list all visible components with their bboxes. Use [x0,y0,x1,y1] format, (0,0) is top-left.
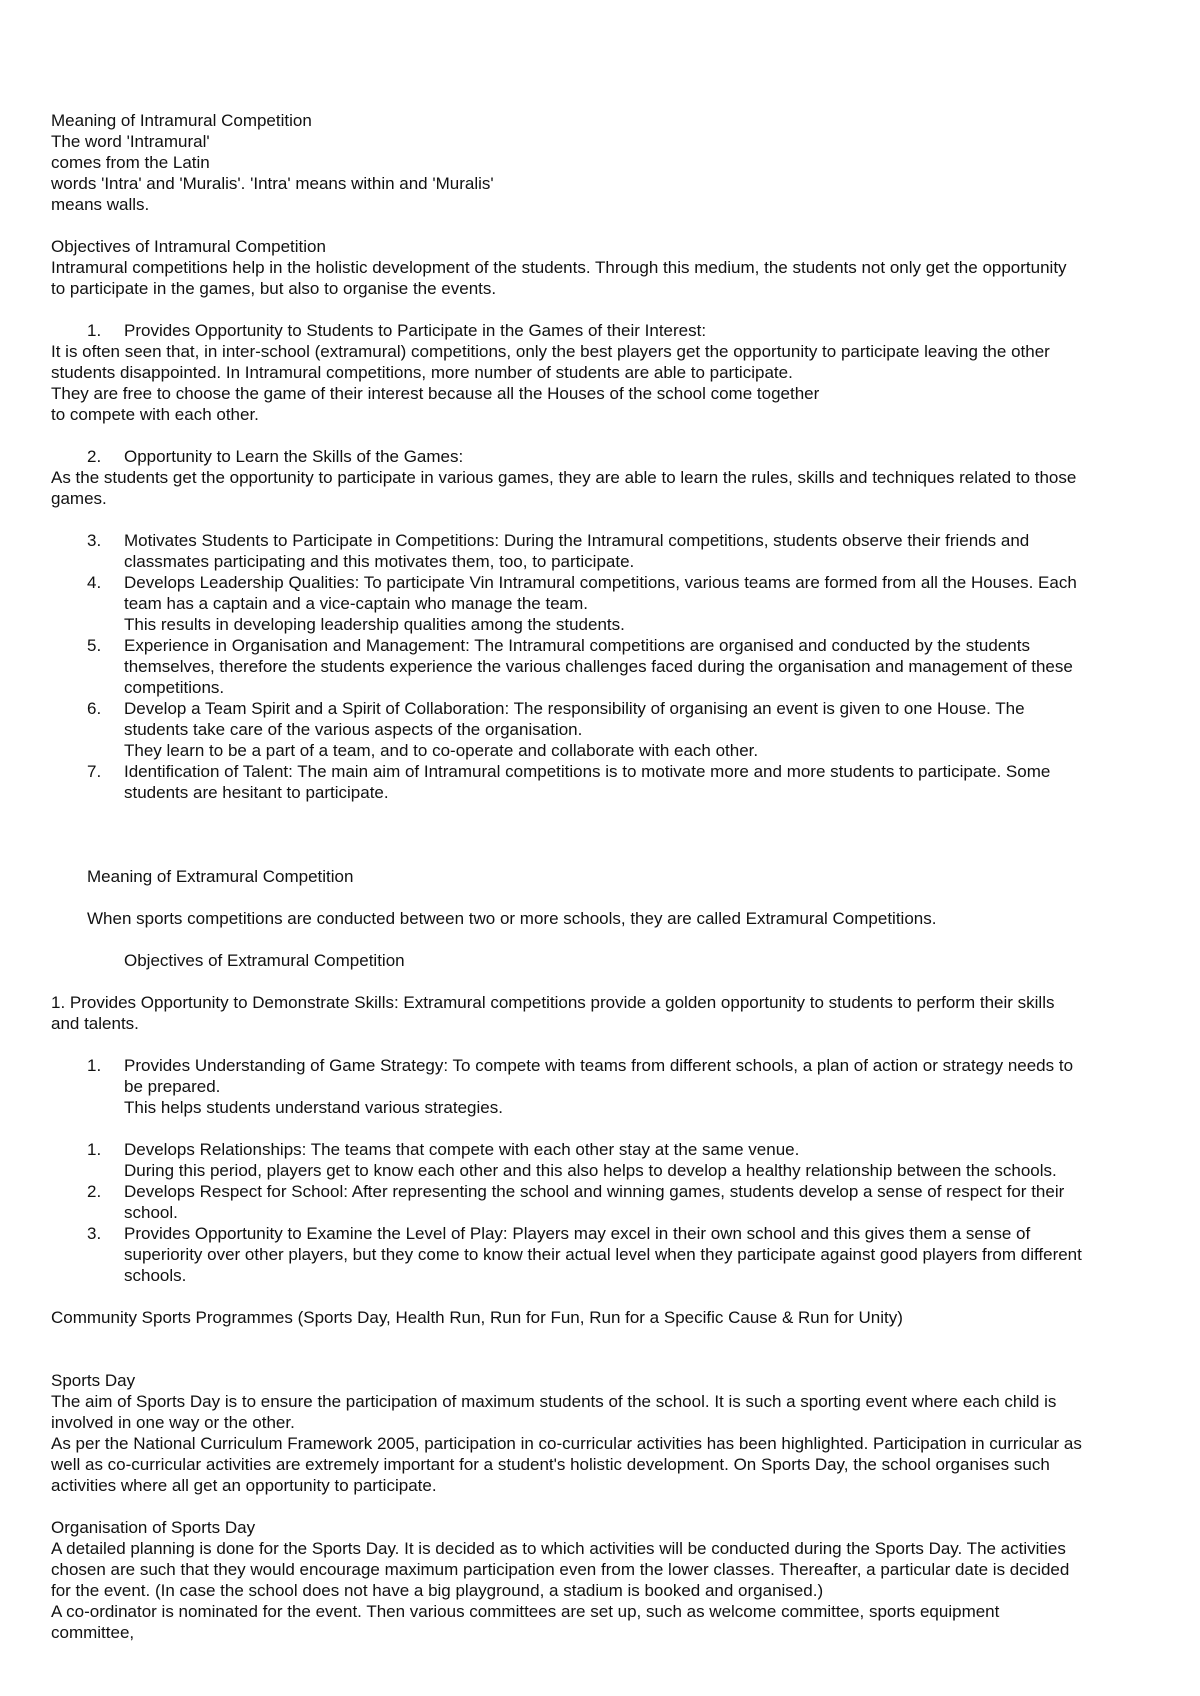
list-item-line: Develops Respect for School: After representing the school and winning games, students develop a sense of respect for their [124,1182,1065,1201]
list-item-line: Identification of Talent: The main aim of Intramural competitions is to motivate more and more students to participate. Some [124,762,1051,781]
sports-day-heading: Sports Day [51,1371,136,1390]
list-item [51,635,1161,698]
paragraph-line: A detailed planning is done for the Sports Day. It is decided as to which activities will be conducted during the Sports Day. The activities [51,1539,1066,1558]
paragraph-line: to compete with each other. [51,405,259,424]
intramural-meaning-heading: Meaning of Intramural Competition [51,111,312,130]
community-heading: Community Sports Programmes (Sports Day, Health Run, Run for Fun, Run for a Specific Cause & Run for Unity) [51,1308,903,1327]
objective-list-item-1 [51,320,1161,341]
paragraph-line: students disappointed. In Intramural competitions, more number of students are able to participate. [51,363,793,382]
paragraph-line: A co-ordinator is nominated for the event. Then various committees are set up, such as welcome committee, sports equipment [51,1602,1000,1621]
list-item-line: During this period, players get to know each other and this also helps to develop a healthy relationship between the schools. [124,1161,1057,1180]
list-item-line: classmates participating and this motivates them, too, to participate. [124,552,635,571]
list-number: 3. [87,1224,102,1243]
extramural-list-a [51,1055,1161,1118]
list-number: 2. [87,1182,102,1201]
list-number: 2. [87,447,102,466]
extramural-section [51,866,1161,1286]
list-item [51,446,1161,467]
list-item-line: students are hesitant to participate. [124,783,389,802]
paragraph-line: for the event. (In case the school does not have a big playground, a stadium is booked and organised.) [51,1581,824,1600]
list-number: 1. [87,1056,102,1075]
list-item-line: Develop a Team Spirit and a Spirit of Collaboration: The responsibility of organising an event is given to one House. The [124,699,1025,718]
paragraph-line: Intramural competitions help in the holistic development of the students. Through this medium, the students not only get the opportunity [51,258,1067,277]
list-item [51,1223,1161,1286]
list-item-line: Motivates Students to Participate in Competitions: During the Intramural competitions, students observe their friends and [124,531,1030,550]
objective-list-item-2 [51,446,1161,467]
list-number: 1. [87,1140,102,1159]
paragraph-line: As per the National Curriculum Framework 2005, participation in co-curricular activities has been highlighted. Participation in curricular as [51,1434,1082,1453]
intramural-objectives-section [51,236,1161,803]
intramural-meaning-line: words 'Intra' and 'Muralis'. 'Intra' means within and 'Muralis' [51,174,494,193]
intramural-meaning-line: comes from the Latin [51,153,210,172]
list-item [51,530,1161,572]
list-item [51,1181,1161,1223]
paragraph-line: and talents. [51,1014,139,1033]
list-number: 4. [87,573,102,592]
list-item [51,572,1161,635]
paragraph-line: It is often seen that, in inter-school (extramural) competitions, only the best players get the opportunity to participate leaving the other [51,342,1050,361]
extramural-objectives-heading: Objectives of Extramural Competition [124,951,405,970]
list-item-line: school. [124,1203,178,1222]
intramural-meaning-line: means walls. [51,195,150,214]
list-item [51,761,1161,803]
list-item-line: Develops Leadership Qualities: To participate Vin Intramural competitions, various teams are formed from all the Houses. Each [124,573,1077,592]
extramural-meaning-text: When sports competitions are conducted between two or more schools, they are called Extramural Competitions. [87,909,937,928]
list-item-line: This helps students understand various strategies. [124,1098,503,1117]
organisation-heading: Organisation of Sports Day [51,1518,256,1537]
list-item [51,1139,1161,1181]
extramural-list-b [51,1139,1161,1286]
list-number: 3. [87,531,102,550]
list-item [51,320,1161,341]
list-item-line: schools. [124,1266,187,1285]
document-page [51,110,1161,1643]
list-number: 5. [87,636,102,655]
list-number: 1. [87,321,102,340]
list-item-title: Provides Opportunity to Students to Participate in the Games of their Interest: [124,321,707,340]
list-item-line: students take care of the various aspects of the organisation. [124,720,583,739]
list-number: 7. [87,762,102,781]
list-item-line: Provides Opportunity to Examine the Level of Play: Players may excel in their own school and this gives them a sense of [124,1224,1031,1243]
list-item-line: Develops Relationships: The teams that compete with each other stay at the same venue. [124,1140,800,1159]
list-item-line: This results in developing leadership qualities among the students. [124,615,625,634]
list-item-line: They learn to be a part of a team, and to co-operate and collaborate with each other. [124,741,759,760]
paragraph-line: involved in one way or the other. [51,1413,295,1432]
intramural-meaning-line: The word 'Intramural' [51,132,210,151]
intramural-objectives-heading: Objectives of Intramural Competition [51,237,326,256]
extramural-meaning-heading: Meaning of Extramural Competition [87,867,354,886]
sports-day-section [51,1370,1161,1496]
intramural-meaning-section [51,110,1161,215]
list-item [51,698,1161,761]
list-item-line: team has a captain and a vice-captain who manage the team. [124,594,589,613]
paragraph-line: to participate in the games, but also to organise the events. [51,279,497,298]
paragraph-line: As the students get the opportunity to participate in various games, they are able to learn the rules, skills and techniques related to those [51,468,1077,487]
list-item-title: Opportunity to Learn the Skills of the Games: [124,447,464,466]
paragraph-line: well as co-curricular activities are extremely important for a student's holistic development. On Sports Day, the school organises such [51,1455,1050,1474]
list-number: 6. [87,699,102,718]
paragraph-line: They are free to choose the game of their interest because all the Houses of the school come together [51,384,820,403]
objective-list [51,530,1161,803]
paragraph-line: chosen are such that they would encourage maximum participation even from the lower classes. Thereafter, a particular date is decided [51,1560,1070,1579]
paragraph-line: activities where all get an opportunity to participate. [51,1476,437,1495]
paragraph-line: 1. Provides Opportunity to Demonstrate Skills: Extramural competitions provide a golden opportunity to students to perform their skills [51,993,1055,1012]
paragraph-line: committee, [51,1623,135,1642]
list-item [51,1055,1161,1118]
list-item-line: be prepared. [124,1077,221,1096]
paragraph-line: games. [51,489,107,508]
paragraph-line: The aim of Sports Day is to ensure the participation of maximum students of the school. It is such a sporting event where each child is [51,1392,1057,1411]
list-item-line: Provides Understanding of Game Strategy: To compete with teams from different schools, a plan of action or strategy needs to [124,1056,1074,1075]
organisation-section [51,1517,1161,1643]
list-item-line: Experience in Organisation and Management: The Intramural competitions are organised and conducted by the students [124,636,1030,655]
list-item-line: superiority over other players, but they come to know their actual level when they participate against good players from different [124,1245,1082,1264]
list-item-line: themselves, therefore the students experience the various challenges faced during the organisation and management of these [124,657,1073,676]
list-item-line: competitions. [124,678,225,697]
